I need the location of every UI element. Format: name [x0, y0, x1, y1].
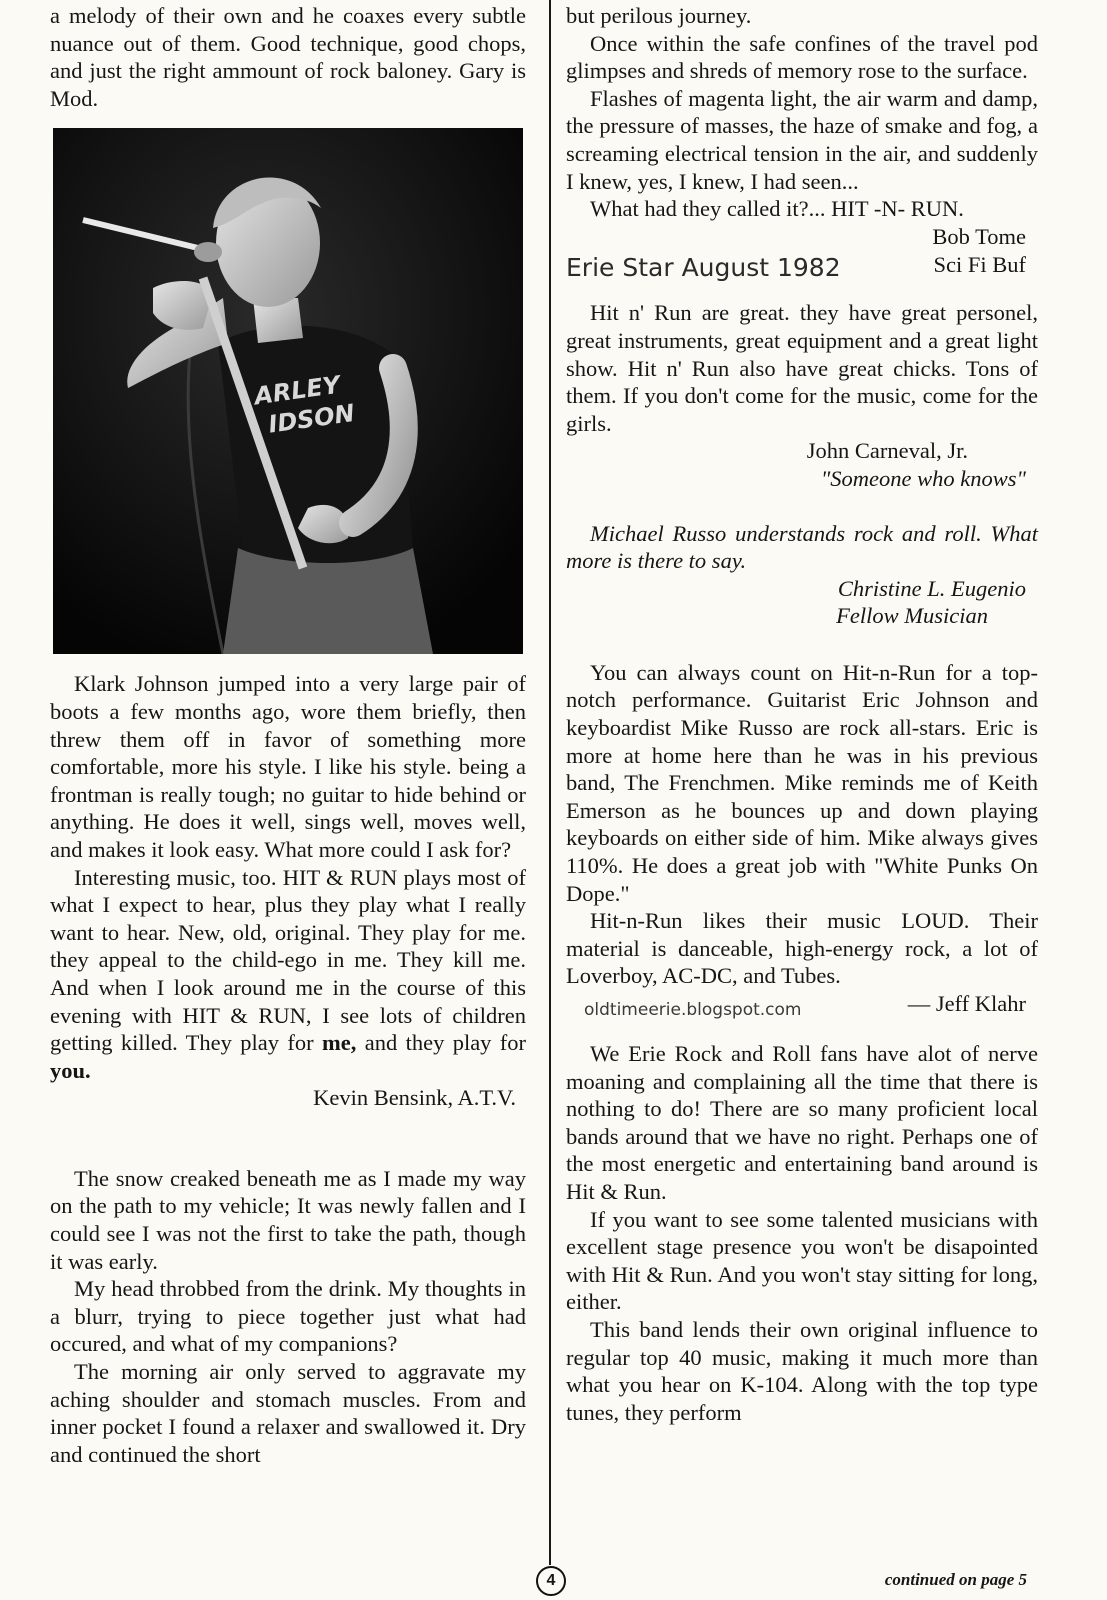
shirt-print-line-2: IDSON: [266, 399, 357, 440]
snow-paragraph-2: My head throbbed from the drink. My thoughts in a blurr, trying to piece together just what had occured, and what of my companions?: [50, 1276, 526, 1357]
hitnrun-great-paragraph: Hit n' Run are great. they have great personel, great instruments, great equipment and a great light show. Hit n' Run also have great chicks. Tons of them. If you don't come for the music, come for the girls.: [566, 300, 1038, 436]
count-on-paragraph-1: You can always count on Hit-n-Run for a top-notch performance. Guitarist Eric Johnson and keyboardist Mike Russo are rock all-stars. Eric is more at home here than he was in his previous band, The Frenchmen. Mike reminds me of Keith Emerson as he bounces up and down playing keyboards on either side of him. Mike always gives 110%. He does a great job with "White Punks On Dope.": [566, 659, 1038, 906]
christine-role: Fellow Musician: [836, 603, 988, 629]
singer-photo: [53, 128, 523, 654]
page-number: 4: [536, 1566, 566, 1596]
erie-star-heading: Erie Star August 1982: [566, 253, 841, 283]
klark-paragraph-2: [50, 864, 526, 1085]
intro-paragraph: a melody of their own and he coaxes every subtle nuance out of them. Good technique, good chops, and just the right ammount of rock baloney. Gary is Mod.: [50, 3, 526, 111]
me-emphasis: me,: [322, 1030, 357, 1056]
singer-photo-illustration: [53, 128, 523, 654]
journey-paragraph-1: but perilous journey.: [566, 3, 752, 28]
you-emphasis: you.: [50, 1057, 91, 1083]
shirt-print-line-1: ARLEY: [252, 371, 342, 411]
klark-paragraph-2-text: Interesting music, too. HIT & RUN plays most of what I expect to hear, plus they play what I really want to hear. New, old, original. They play for me. they appeal to the child-ego in me. They kill me. And when I look around me in the course of this evening with HIT & RUN, I see lots of children getting killed. They play for: [50, 864, 526, 1056]
right-column: [566, 0, 1038, 1426]
blog-watermark: oldtimeerie.blogspot.com: [584, 1000, 802, 1020]
snow-paragraph-3: The morning air only served to aggravate my aching shoulder and stomach muscles. From and inner pocket I found a relaxer and swallowed it. Dry and continued the short: [50, 1359, 526, 1467]
john-signature: John Carneval, Jr.: [806, 438, 968, 464]
snow-paragraph-1: The snow creaked beneath me as I made my way on the path to my vehicle; It was newly fallen and I could see I was not the first to take the path, though it was early.: [50, 1165, 526, 1274]
journey-paragraph-2: Once within the safe confines of the travel pod glimpses and shreds of memory rose to the surface.: [566, 30, 1038, 84]
klark-paragraph-1: Klark Johnson jumped into a very large pair of boots a few months ago, wore them briefly, then threw them off in favor of something more comfortable, more his style. I like his style. being a frontman is really tough; no guitar to hide behind or anything. He does it well, sings well, moves well, and makes it look easy. What more could I ask for?: [50, 671, 526, 862]
christine-signature: Christine L. Eugenio: [837, 575, 1026, 601]
jeff-signature-row: [566, 990, 1038, 1026]
fans-paragraph-1: We Erie Rock and Roll fans have alot of nerve moaning and complaining all the time that there is nothing to do! There are so many proficient local bands around that we have no right. Perhaps one of the most energetic and entertaining band around is Hit & Run.: [566, 1041, 1038, 1204]
left-column: [50, 0, 526, 1468]
kevin-signature: Kevin Bensink, A.T.V.: [313, 1085, 516, 1111]
john-role: "Someone who knows": [820, 465, 1026, 491]
continued-note: continued on page 5: [884, 1570, 1027, 1589]
journey-paragraph-3: Flashes of magenta light, the air warm and damp, the pressure of masses, the haze of smake and fog, a screaming electrical tension in the air, and suddenly I knew, yes, I knew, I had seen...: [566, 85, 1038, 194]
journey-paragraph-4: What had they called it?... HIT -N- RUN.: [590, 196, 964, 222]
russo-quote: Michael Russo understands rock and roll. What more is there to say.: [566, 520, 1038, 574]
klark-closing-text: and they play for: [364, 1030, 527, 1056]
bob-signature: Bob Tome: [932, 223, 1026, 249]
erie-star-heading-row: [566, 251, 1038, 291]
jeff-signature: — Jeff Klahr: [907, 991, 1026, 1016]
fans-paragraph-3: This band lends their own original influence to regular top 40 music, making it much more than what you hear on K-104. Along with the top type tunes, they perform: [566, 1316, 1038, 1425]
bob-role: Sci Fi Buf: [933, 252, 1026, 278]
column-divider: [549, 0, 551, 1565]
fans-paragraph-2: If you want to see some talented musicians with excellent stage presence you won't be disapointed with Hit & Run. And you won't stay sitting for long, either.: [566, 1206, 1038, 1315]
count-on-paragraph-2: Hit-n-Run likes their music LOUD. Their material is danceable, high-energy rock, a lot of Loverboy, AC-DC, and Tubes.: [566, 908, 1038, 989]
